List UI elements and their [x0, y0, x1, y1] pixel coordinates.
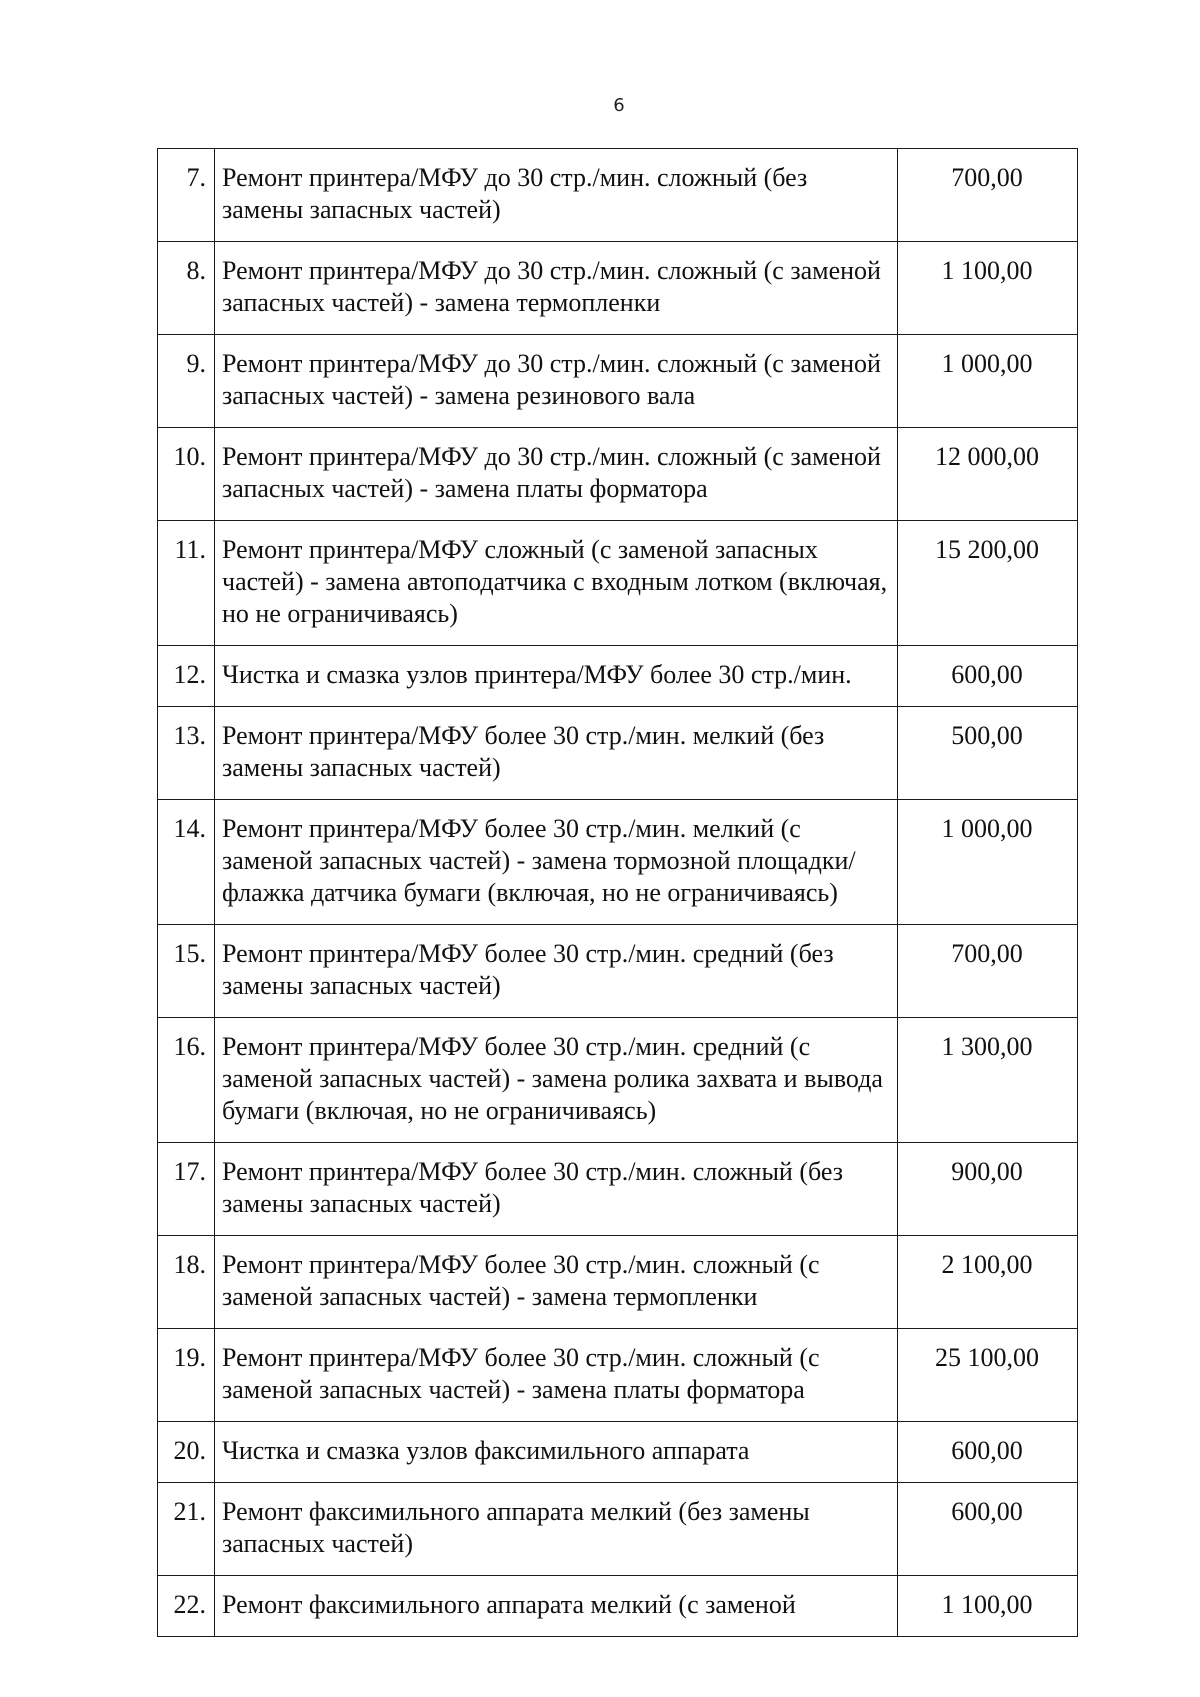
table-row — [158, 1576, 1078, 1637]
service-description: Ремонт принтера/МФУ более 30 стр./мин. сложный (с заменой запасных частей) - замена платы форматора — [215, 1329, 898, 1422]
price-table — [157, 148, 1078, 1637]
table-row — [158, 707, 1078, 800]
service-price: 1 100,00 — [898, 1576, 1078, 1637]
service-description: Ремонт принтера/МФУ сложный (с заменой запасных частей) - замена автоподатчика с входным лотком (включая, но не ограничиваясь) — [215, 521, 898, 646]
row-number: 19. — [158, 1329, 215, 1422]
table-row — [158, 1422, 1078, 1483]
table-row — [158, 1483, 1078, 1576]
service-price: 1 000,00 — [898, 335, 1078, 428]
service-price: 1 000,00 — [898, 800, 1078, 925]
row-number: 15. — [158, 925, 215, 1018]
row-number: 8. — [158, 242, 215, 335]
service-price: 700,00 — [898, 149, 1078, 242]
service-description: Чистка и смазка узлов факсимильного аппарата — [215, 1422, 898, 1483]
table-row — [158, 149, 1078, 242]
service-description: Ремонт принтера/МФУ до 30 стр./мин. сложный (с заменой запасных частей) - замена термопленки — [215, 242, 898, 335]
service-description: Ремонт факсимильного аппарата мелкий (без замены запасных частей) — [215, 1483, 898, 1576]
table-row — [158, 1018, 1078, 1143]
service-price: 900,00 — [898, 1143, 1078, 1236]
page-number: 6 — [613, 95, 625, 116]
service-price: 600,00 — [898, 1422, 1078, 1483]
row-number: 14. — [158, 800, 215, 925]
service-price: 15 200,00 — [898, 521, 1078, 646]
row-number: 11. — [158, 521, 215, 646]
table-row — [158, 646, 1078, 707]
table-row — [158, 428, 1078, 521]
service-price: 1 100,00 — [898, 242, 1078, 335]
service-price: 12 000,00 — [898, 428, 1078, 521]
service-description: Ремонт принтера/МФУ до 30 стр./мин. сложный (без замены запасных частей) — [215, 149, 898, 242]
row-number: 22. — [158, 1576, 215, 1637]
row-number: 16. — [158, 1018, 215, 1143]
service-price: 700,00 — [898, 925, 1078, 1018]
row-number: 12. — [158, 646, 215, 707]
service-description: Ремонт принтера/МФУ более 30 стр./мин. сложный (с заменой запасных частей) - замена термопленки — [215, 1236, 898, 1329]
service-price: 600,00 — [898, 646, 1078, 707]
service-description: Ремонт принтера/МФУ до 30 стр./мин. сложный (с заменой запасных частей) - замена платы форматора — [215, 428, 898, 521]
table-row — [158, 1143, 1078, 1236]
service-description: Ремонт принтера/МФУ до 30 стр./мин. сложный (с заменой запасных частей) - замена резинового вала — [215, 335, 898, 428]
table-row — [158, 335, 1078, 428]
table-row — [158, 521, 1078, 646]
service-description: Ремонт факсимильного аппарата мелкий (с заменой — [215, 1576, 898, 1637]
service-price: 25 100,00 — [898, 1329, 1078, 1422]
row-number: 17. — [158, 1143, 215, 1236]
row-number: 10. — [158, 428, 215, 521]
service-description: Ремонт принтера/МФУ более 30 стр./мин. мелкий (с заменой запасных частей) - замена тормозной площадки/флажка датчика бумаги (включая, но не ограничиваясь) — [215, 800, 898, 925]
row-number: 7. — [158, 149, 215, 242]
table-row — [158, 1329, 1078, 1422]
service-description: Ремонт принтера/МФУ более 30 стр./мин. средний (с заменой запасных частей) - замена ролика захвата и вывода бумаги (включая, но не ограничиваясь) — [215, 1018, 898, 1143]
row-number: 20. — [158, 1422, 215, 1483]
table-row — [158, 1236, 1078, 1329]
service-description: Чистка и смазка узлов принтера/МФУ более 30 стр./мин. — [215, 646, 898, 707]
row-number: 9. — [158, 335, 215, 428]
row-number: 21. — [158, 1483, 215, 1576]
service-description: Ремонт принтера/МФУ более 30 стр./мин. средний (без замены запасных частей) — [215, 925, 898, 1018]
table-row — [158, 242, 1078, 335]
row-number: 13. — [158, 707, 215, 800]
service-price: 600,00 — [898, 1483, 1078, 1576]
service-price: 500,00 — [898, 707, 1078, 800]
service-price: 2 100,00 — [898, 1236, 1078, 1329]
row-number: 18. — [158, 1236, 215, 1329]
service-description: Ремонт принтера/МФУ более 30 стр./мин. сложный (без замены запасных частей) — [215, 1143, 898, 1236]
table-row — [158, 800, 1078, 925]
table-row — [158, 925, 1078, 1018]
service-description: Ремонт принтера/МФУ более 30 стр./мин. мелкий (без замены запасных частей) — [215, 707, 898, 800]
service-price: 1 300,00 — [898, 1018, 1078, 1143]
